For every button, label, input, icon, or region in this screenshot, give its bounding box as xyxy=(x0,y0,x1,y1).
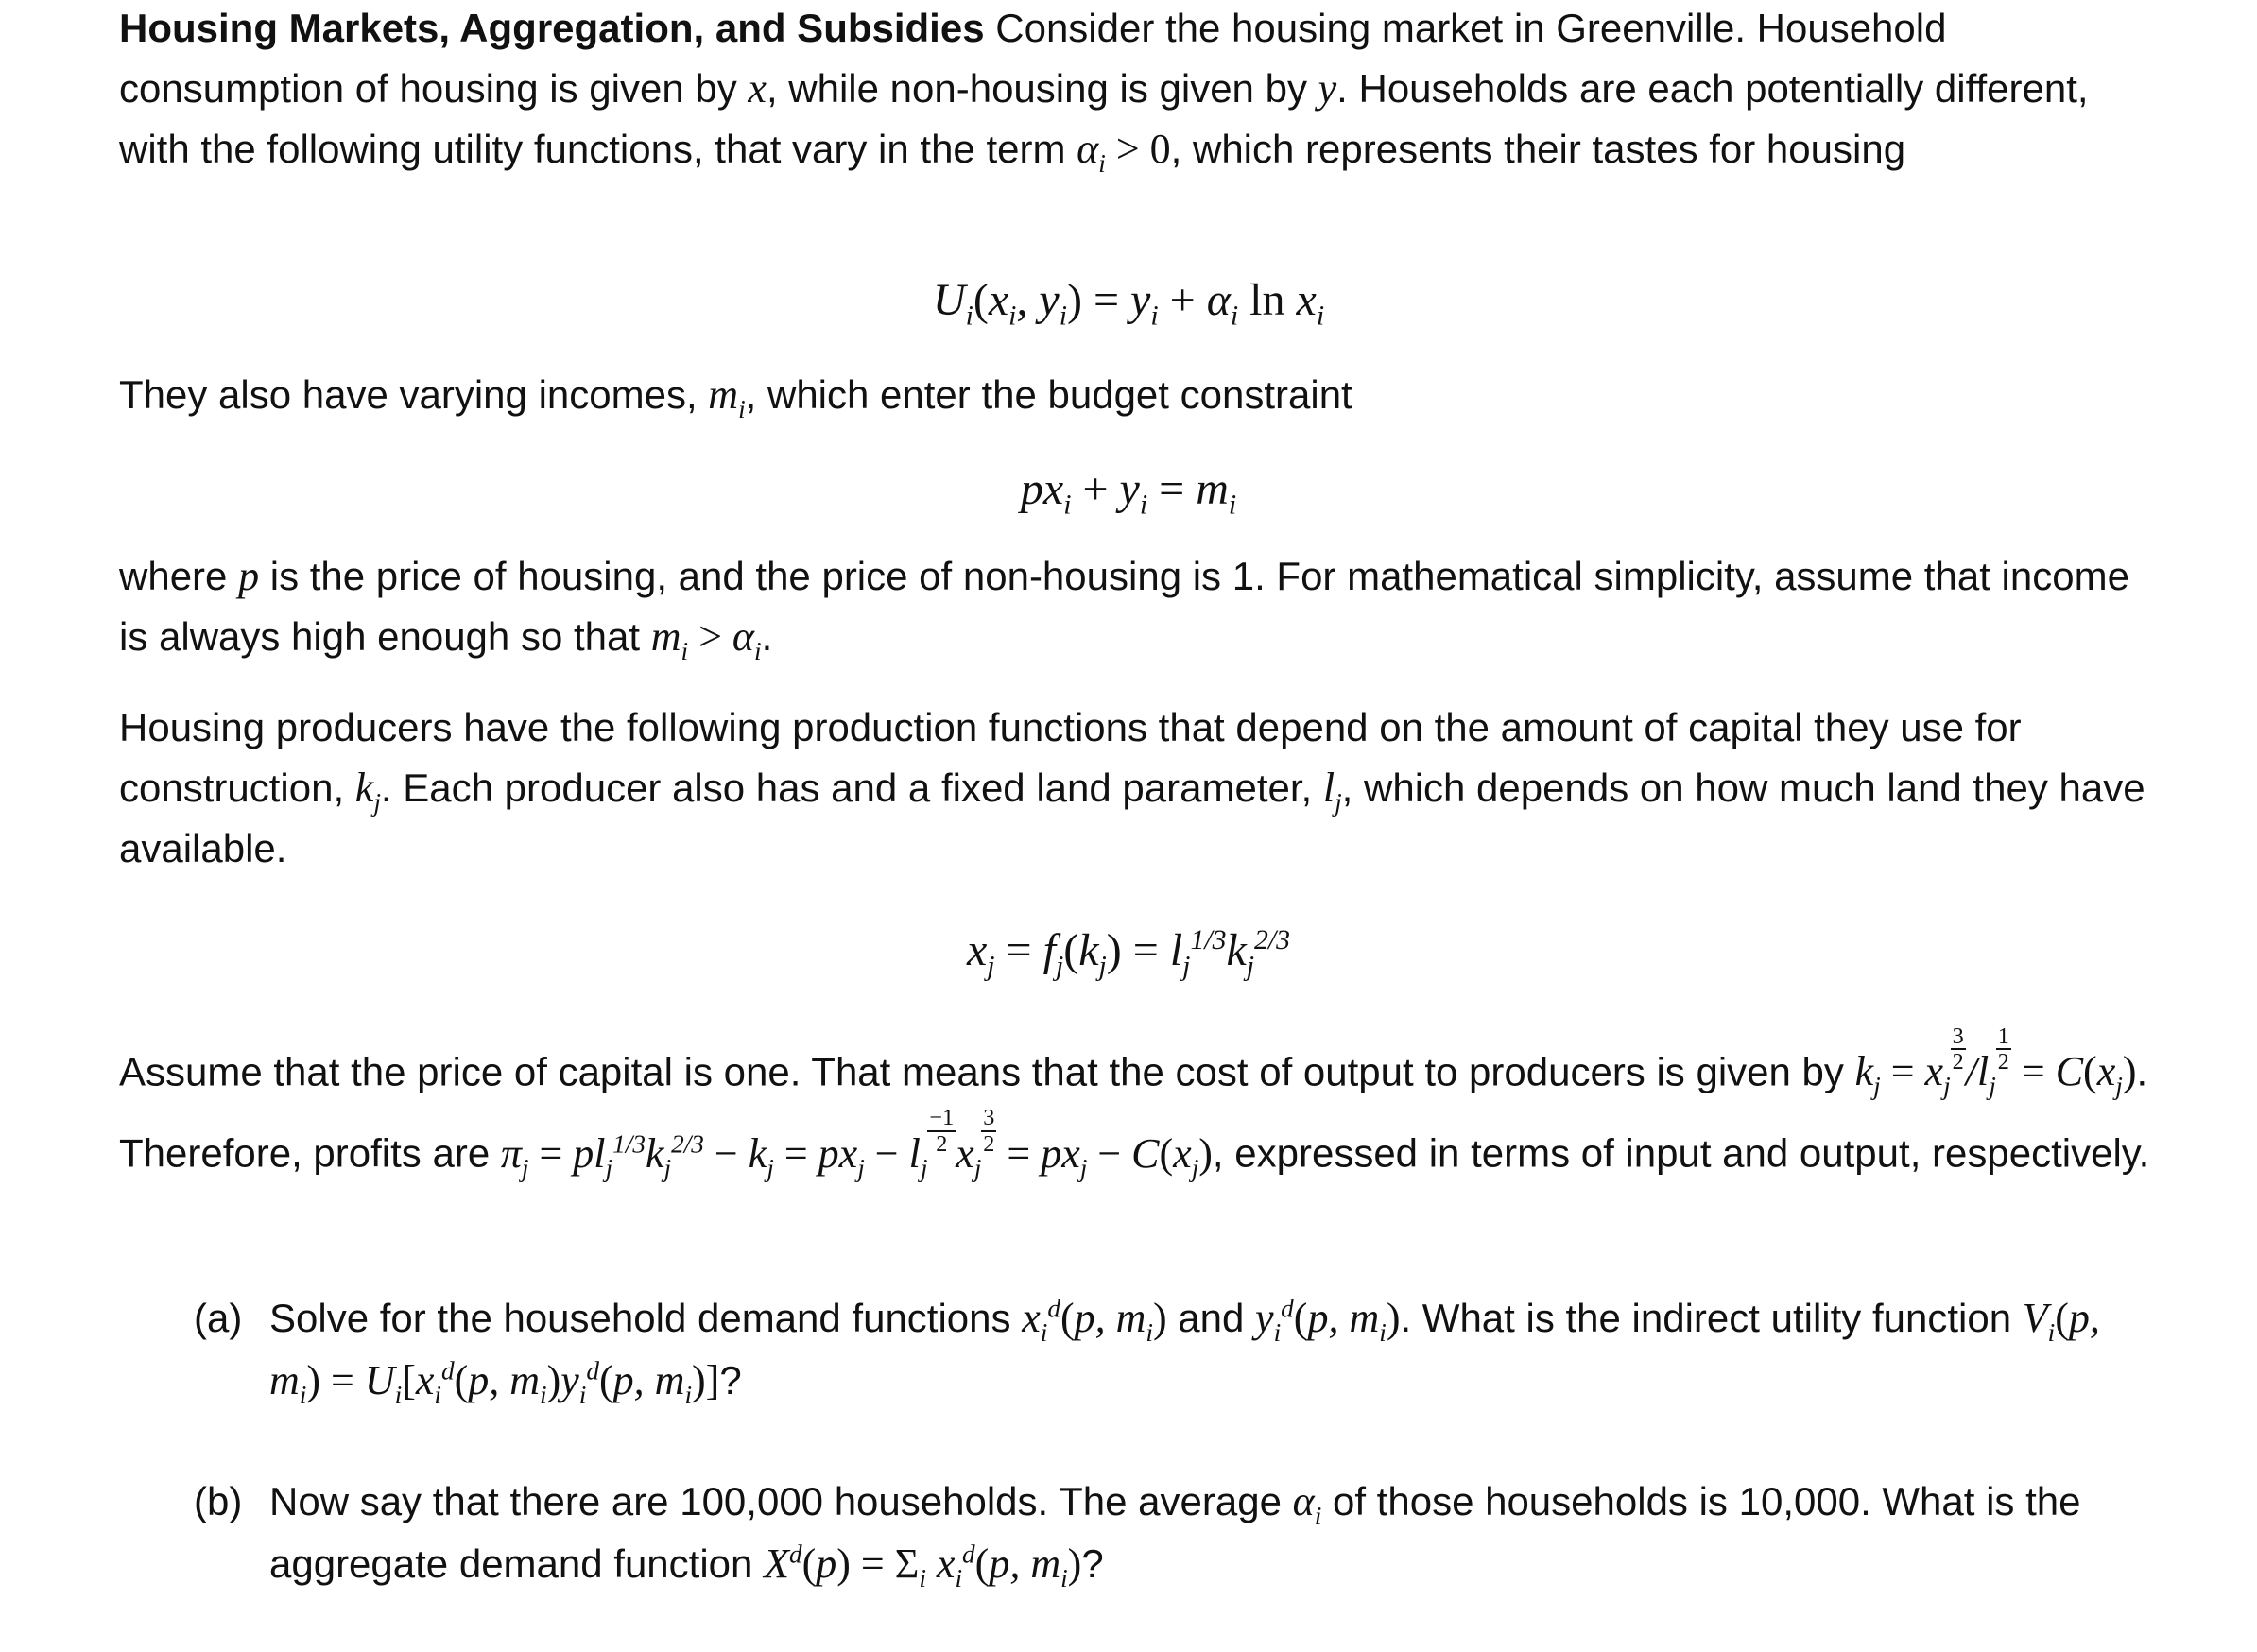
question-a-text-4: ? xyxy=(719,1358,742,1402)
question-a: (a) Solve for the household demand functions $x_i^d(p$, $m_i$) and $y_i^d(p$, $m_i$). What is the indirect utility function $V_i(p$, $m_i) = U_i[x_i^d(p$, $m_i)y_i^d(p$, $m_i$)]? xyxy=(194,1287,2160,1412)
income-text-2: , which enter the budget constraint xyxy=(745,372,1352,417)
income-paragraph: They also have varying incomes, $m_i$, which enter the budget constraint xyxy=(119,371,1352,423)
budget-constraint-equation: $px_i + y_i = m_i$ xyxy=(1020,464,1237,521)
cost-paragraph: Assume that the price of capital is one. That means that the cost of output to producers is given by $k_j = x_j$ $\frac{3}{2}$ $/l_j$ $\frac{1}{2}$ = $C(x_j)$. Therefore, profits are $\pi_j = pl_j^{1/3}k_j^{2/3} - k_j = px_j - l_j$ $\frac{-1}{2}$ $x_j$ $\frac{3}{2}$ = $px_j - C(x_j)$, expressed in terms of input and output, respectively. xyxy=(119,1024,2150,1182)
intro-text-2: , while non-housing is given by xyxy=(766,66,1307,111)
question-a-label: (a) xyxy=(194,1296,243,1340)
cost-text-1: Assume that the price of capital is one. That means that the cost of output to producers is given by xyxy=(119,1049,1844,1094)
intro-text-3: . Households are each potentially different, with the following utility functions, that vary in the term xyxy=(119,66,2089,171)
price-text-1: where xyxy=(119,554,228,598)
intro-text-1: Consider the housing market in Greenville. Household consumption of housing is given by xyxy=(119,6,1947,111)
question-b: (b) Now say that there are 100,000 households. The average $\alpha_i$ of those households is 10,000. What is the aggregate demand function $X^d(p) = \Sigma_i$ $x_i^d(p$, $m_i$)? xyxy=(194,1471,2160,1595)
producers-text-2: . Each producer also has and a fixed land parameter, xyxy=(380,766,1313,810)
question-b-text-3: ? xyxy=(1081,1541,1104,1586)
price-paragraph: where p is the price of housing, and the price of non-housing is 1. For mathematical simplicity, assume that income is always high enough so that $m_i > \alpha_i$. xyxy=(119,553,2129,665)
producers-text-1: Housing producers have the following production functions that depend on the amount of capital they use for construction, xyxy=(119,705,2022,810)
section-title: Housing Markets, Aggregation, and Subsidies xyxy=(119,6,985,50)
question-a-text-1: Solve for the household demand functions xyxy=(269,1296,1011,1340)
intro-paragraph: Housing Markets, Aggregation, and Subsidies Consider the housing market in Greenville. Household consumption of housing is given by x, while non-housing is given by y. Households are each potentially different, with the following utility functions, that vary in the term $\alpha_i > 0$, which represents their tastes for housing xyxy=(119,6,2089,178)
producers-paragraph: Housing producers have the following production functions that depend on the amount of capital they use for construction, $k_j$. Each producer also has and a fixed land parameter, $l_j$, which depends on how much land they have available. xyxy=(119,705,2145,870)
question-b-label: (b) xyxy=(194,1479,243,1523)
cost-text-2: . Therefore, profits are xyxy=(119,1049,2148,1176)
question-b-text-2: of those households is 10,000. What is the aggregate demand function xyxy=(269,1479,2081,1586)
question-a-text-2: and xyxy=(1178,1296,1245,1340)
utility-equation: $U_i(x_i$, $y_i) = y_i + \alpha_i$ $\ln x_i$ xyxy=(932,275,1325,332)
price-text-2: is the price of housing, and the price of non-housing is 1. For mathematical simplicity, assume that income is always high enough so that xyxy=(119,554,2129,659)
intro-text-4: , which represents their tastes for housing xyxy=(1170,127,1906,171)
question-b-text-1: Now say that there are 100,000 households. The average xyxy=(269,1479,1282,1523)
producers-text-3: , which depends on how much land they have available. xyxy=(119,766,2145,870)
production-function-equation: $x_j = f_j(k_j) = l_j^{1/3}k_j^{2/3}$ xyxy=(966,924,1291,982)
question-a-text-3: . What is the indirect utility function xyxy=(1400,1296,2012,1340)
cost-text-3: , expressed in terms of input and output, respectively. xyxy=(1212,1130,2150,1176)
income-text-1: They also have varying incomes, xyxy=(119,372,698,417)
